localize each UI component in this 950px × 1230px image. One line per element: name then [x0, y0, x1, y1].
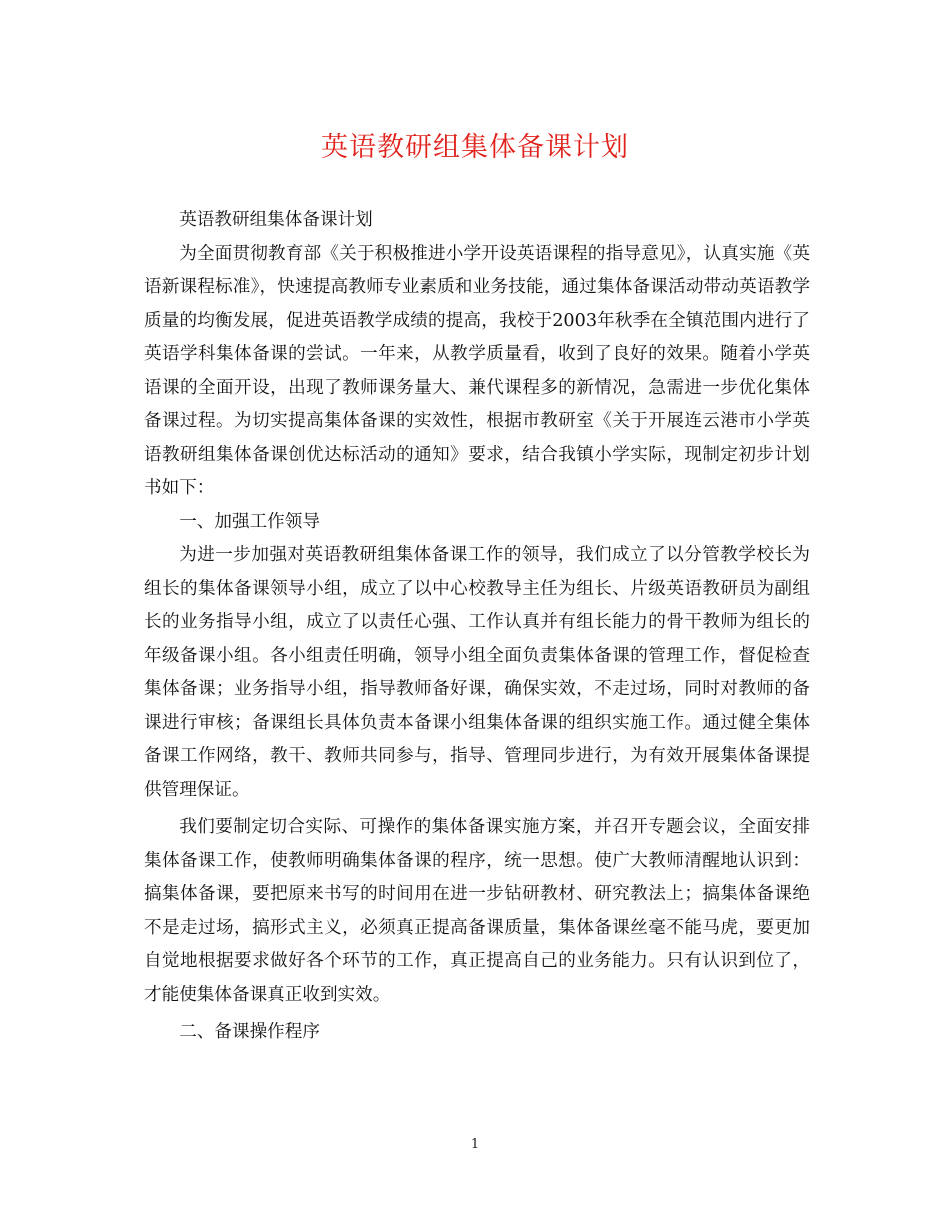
- paragraph-intro: 为全面贯彻教育部《关于积极推进小学开设英语课程的指导意见》，认真实施《英语新课程标准》，快速提高教师专业素质和业务技能，通过集体备课活动带动英语教学质量的均衡发展，促进英语教学成绩的提高，我校于2003年秋季在全镇范围内进行了英语学科集体备课的尝试。一年来，从教学质量看，收到了良好的效果。随着小学英语课的全面开设，出现了教师课务量大、兼代课程多的新情况，急需进一步优化集体备课过程。为切实提高集体备课的实效性，根据市教研室《关于开展连云港市小学英语教研组集体备课创优达标活动的通知》要求，结合我镇小学实际，现制定初步计划书如下：: [144, 243, 810, 498]
- document-subtitle: 英语教研组集体备课计划: [179, 210, 373, 230]
- section-heading-1: 一、加强工作领导: [179, 511, 320, 532]
- document-title: 英语教研组集体备课计划: [321, 132, 629, 163]
- page-number: 1: [470, 1137, 480, 1152]
- paragraph-implementation: 我们要制定切合实际、可操作的集体备课实施方案，并召开专题会议，全面安排集体备课工作，使教师明确集体备课的程序，统一思想。使广大教师清醒地认识到：搞集体备课，要把原来书写的时间用在进一步钻研教材、研究教法上；搞集体备课绝不是走过场，搞形式主义，必须真正提高备课质量，集体备课丝毫不能马虎，要更加自觉地根据要求做好各个环节的工作，真正提高自己的业务能力。只有认识到位了，才能使集体备课真正收到实效。: [144, 817, 810, 1005]
- paragraph-leadership: 为进一步加强对英语教研组集体备课工作的领导，我们成立了以分管教学校长为组长的集体备课领导小组，成立了以中心校教导主任为组长、片级英语教研员为副组长的业务指导小组，成立了以责任心强、工作认真并有组长能力的骨干教师为组长的年级备课小组。各小组责任明确，领导小组全面负责集体备课的管理工作，督促检查集体备课；业务指导小组，指导教师备好课，确保实效，不走过场，同时对教师的备课进行审核；备课组长具体负责本备课小组集体备课的组织实施工作。通过健全集体备课工作网络，教干、教师共同参与，指导、管理同步进行，为有效开展集体备课提供管理保证。: [144, 545, 810, 800]
- document-body: [144, 204, 810, 1050]
- section-heading-2: 二、备课操作程序: [179, 1022, 320, 1042]
